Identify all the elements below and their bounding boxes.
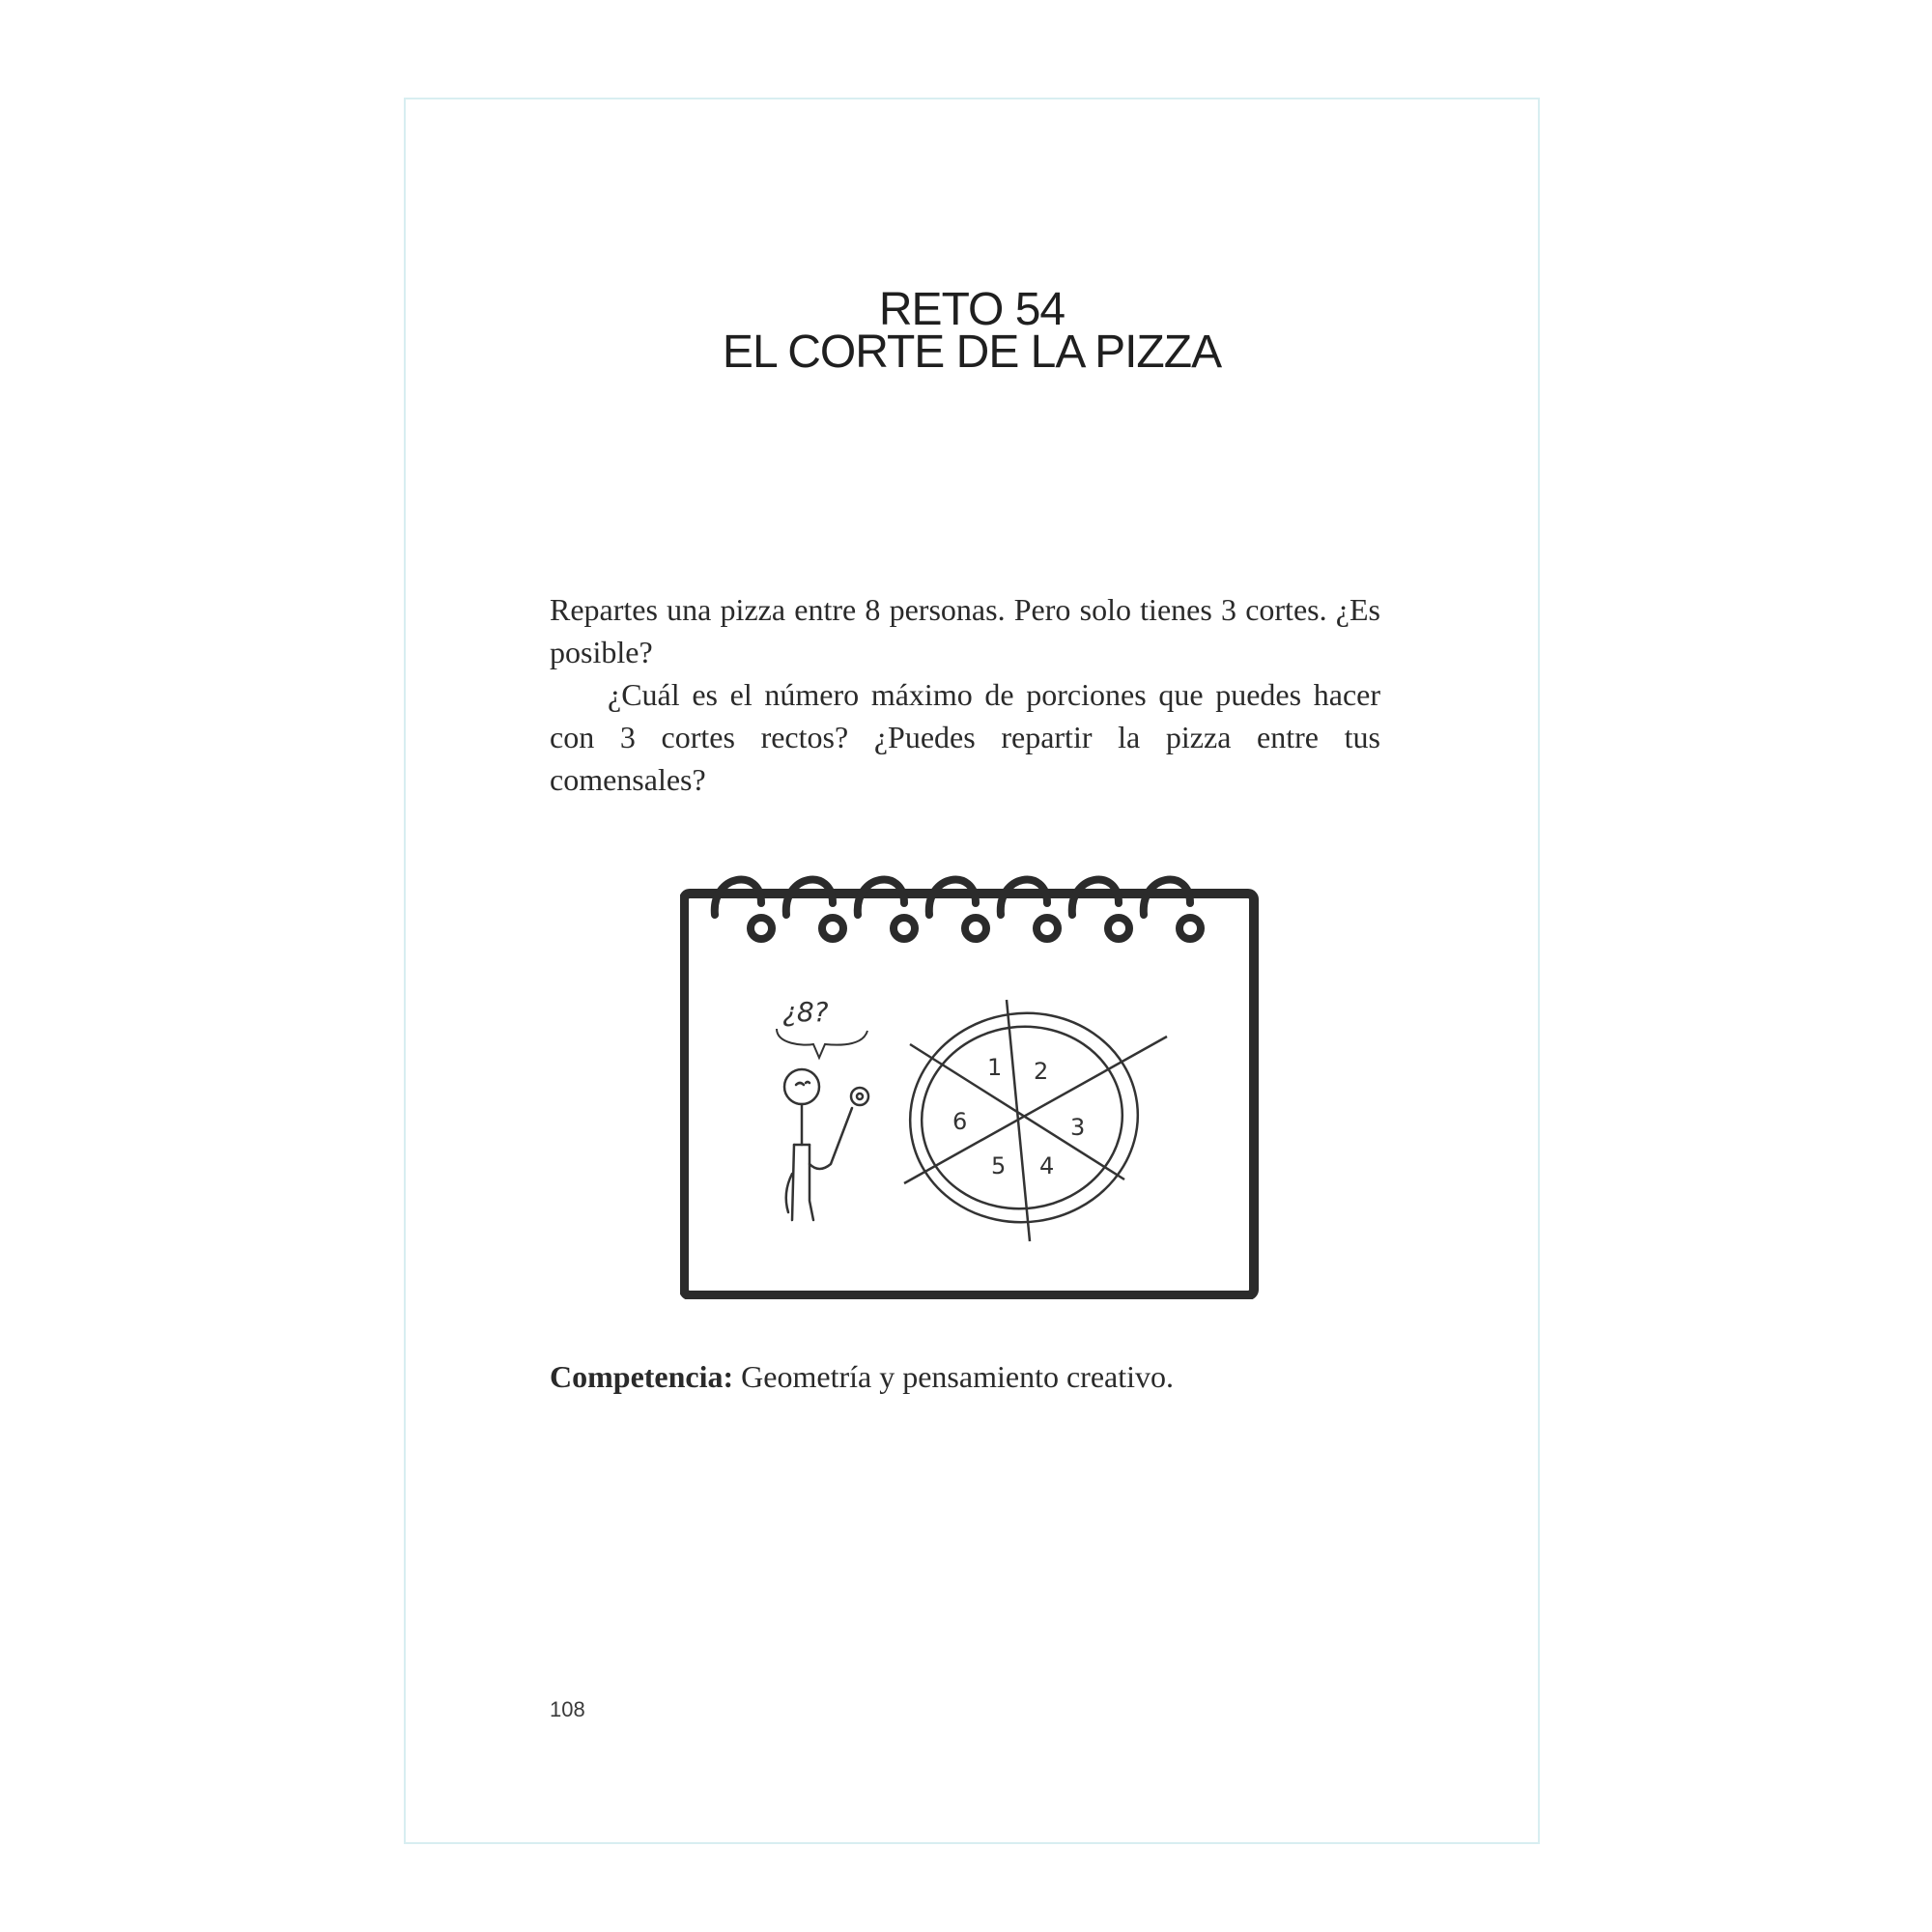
challenge-title: EL CORTE DE LA PIZZA bbox=[722, 327, 1222, 378]
problem-paragraph-1: Repartes una pizza entre 8 personas. Pero solo tienes 3 cortes. ¿Es posible? bbox=[550, 592, 1380, 669]
page-number: 108 bbox=[550, 1697, 585, 1721]
person-figure bbox=[784, 1069, 868, 1220]
book-page bbox=[404, 98, 1540, 1844]
competence-label: Competencia: bbox=[550, 1359, 734, 1394]
pizza-drawing bbox=[896, 999, 1167, 1241]
notepad-illustration bbox=[680, 855, 1260, 1299]
speech-bubble-text: ¿8? bbox=[782, 996, 829, 1028]
slice-label-6: 6 bbox=[952, 1108, 968, 1135]
speech-bubble-outline bbox=[777, 1029, 867, 1058]
competence-value: Geometría y pensamiento creativo. bbox=[741, 1359, 1174, 1394]
slice-label-3: 3 bbox=[1070, 1114, 1086, 1141]
slice-label-1: 1 bbox=[987, 1054, 1003, 1081]
notepad-frame bbox=[684, 894, 1254, 1295]
slice-label-2: 2 bbox=[1034, 1058, 1049, 1085]
slice-label-5: 5 bbox=[991, 1152, 1007, 1179]
spiral-holes bbox=[751, 918, 1201, 939]
problem-paragraph-2: ¿Cuál es el número máximo de porciones que puedes hacer con 3 cortes rectos? ¿Puedes repartir la pizza entre tus comensales? bbox=[550, 677, 1380, 797]
challenge-number: RETO 54 bbox=[878, 284, 1065, 335]
competence-line bbox=[550, 1355, 1380, 1398]
slice-label-4: 4 bbox=[1039, 1152, 1055, 1179]
